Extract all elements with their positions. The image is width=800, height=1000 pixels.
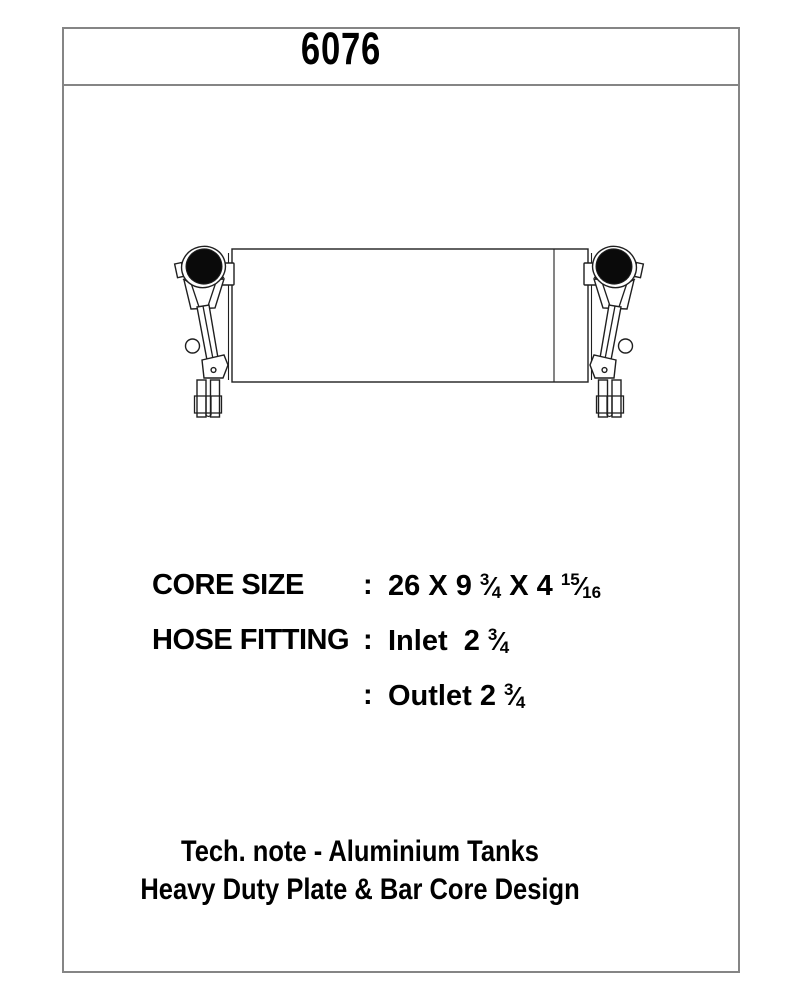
fraction-denominator: 4: [491, 583, 502, 602]
part-number: 6076: [300, 23, 382, 74]
fraction-denominator: 4: [515, 693, 526, 712]
pivot-hole: [211, 368, 216, 373]
fraction-slash: ⁄: [488, 571, 493, 601]
tech-note: [105, 833, 615, 909]
tech-note-line1: Tech. note - Aluminium Tanks: [181, 835, 539, 868]
core: [229, 249, 592, 382]
spec-separator: :: [363, 569, 373, 601]
fraction-denominator: 16: [582, 583, 602, 602]
spec-text: X 4: [501, 570, 561, 602]
fraction-slash: ⁄: [496, 626, 501, 656]
left-mounting-foot: [195, 380, 222, 417]
spec-text: Outlet 2: [388, 680, 505, 712]
spec-label: HOSE FITTING: [152, 624, 349, 656]
spec-sheet-frame: [62, 23, 740, 973]
fraction-slash: ⁄: [578, 571, 584, 601]
spec-label: CORE SIZE: [152, 569, 304, 601]
left-port-assembly: [175, 242, 234, 417]
fraction-numerator: 3: [504, 680, 514, 699]
right-port-assembly: [584, 242, 643, 417]
fraction-slash: ⁄: [512, 681, 517, 711]
intercooler-diagram: [170, 228, 650, 438]
spec-separator: :: [363, 679, 373, 711]
fraction-denominator: 4: [499, 638, 510, 657]
fraction-numerator: 3: [487, 625, 498, 644]
tech-note-line2: Heavy Duty Plate & Bar Core Design: [140, 873, 580, 906]
spec-separator: :: [363, 624, 373, 656]
spec-text: Inlet 2: [388, 625, 488, 657]
fraction-numerator: 15: [560, 570, 580, 589]
fraction-numerator: 3: [479, 570, 490, 589]
bracket-hole: [186, 339, 200, 353]
spec-text: 26 X 9: [388, 570, 480, 602]
